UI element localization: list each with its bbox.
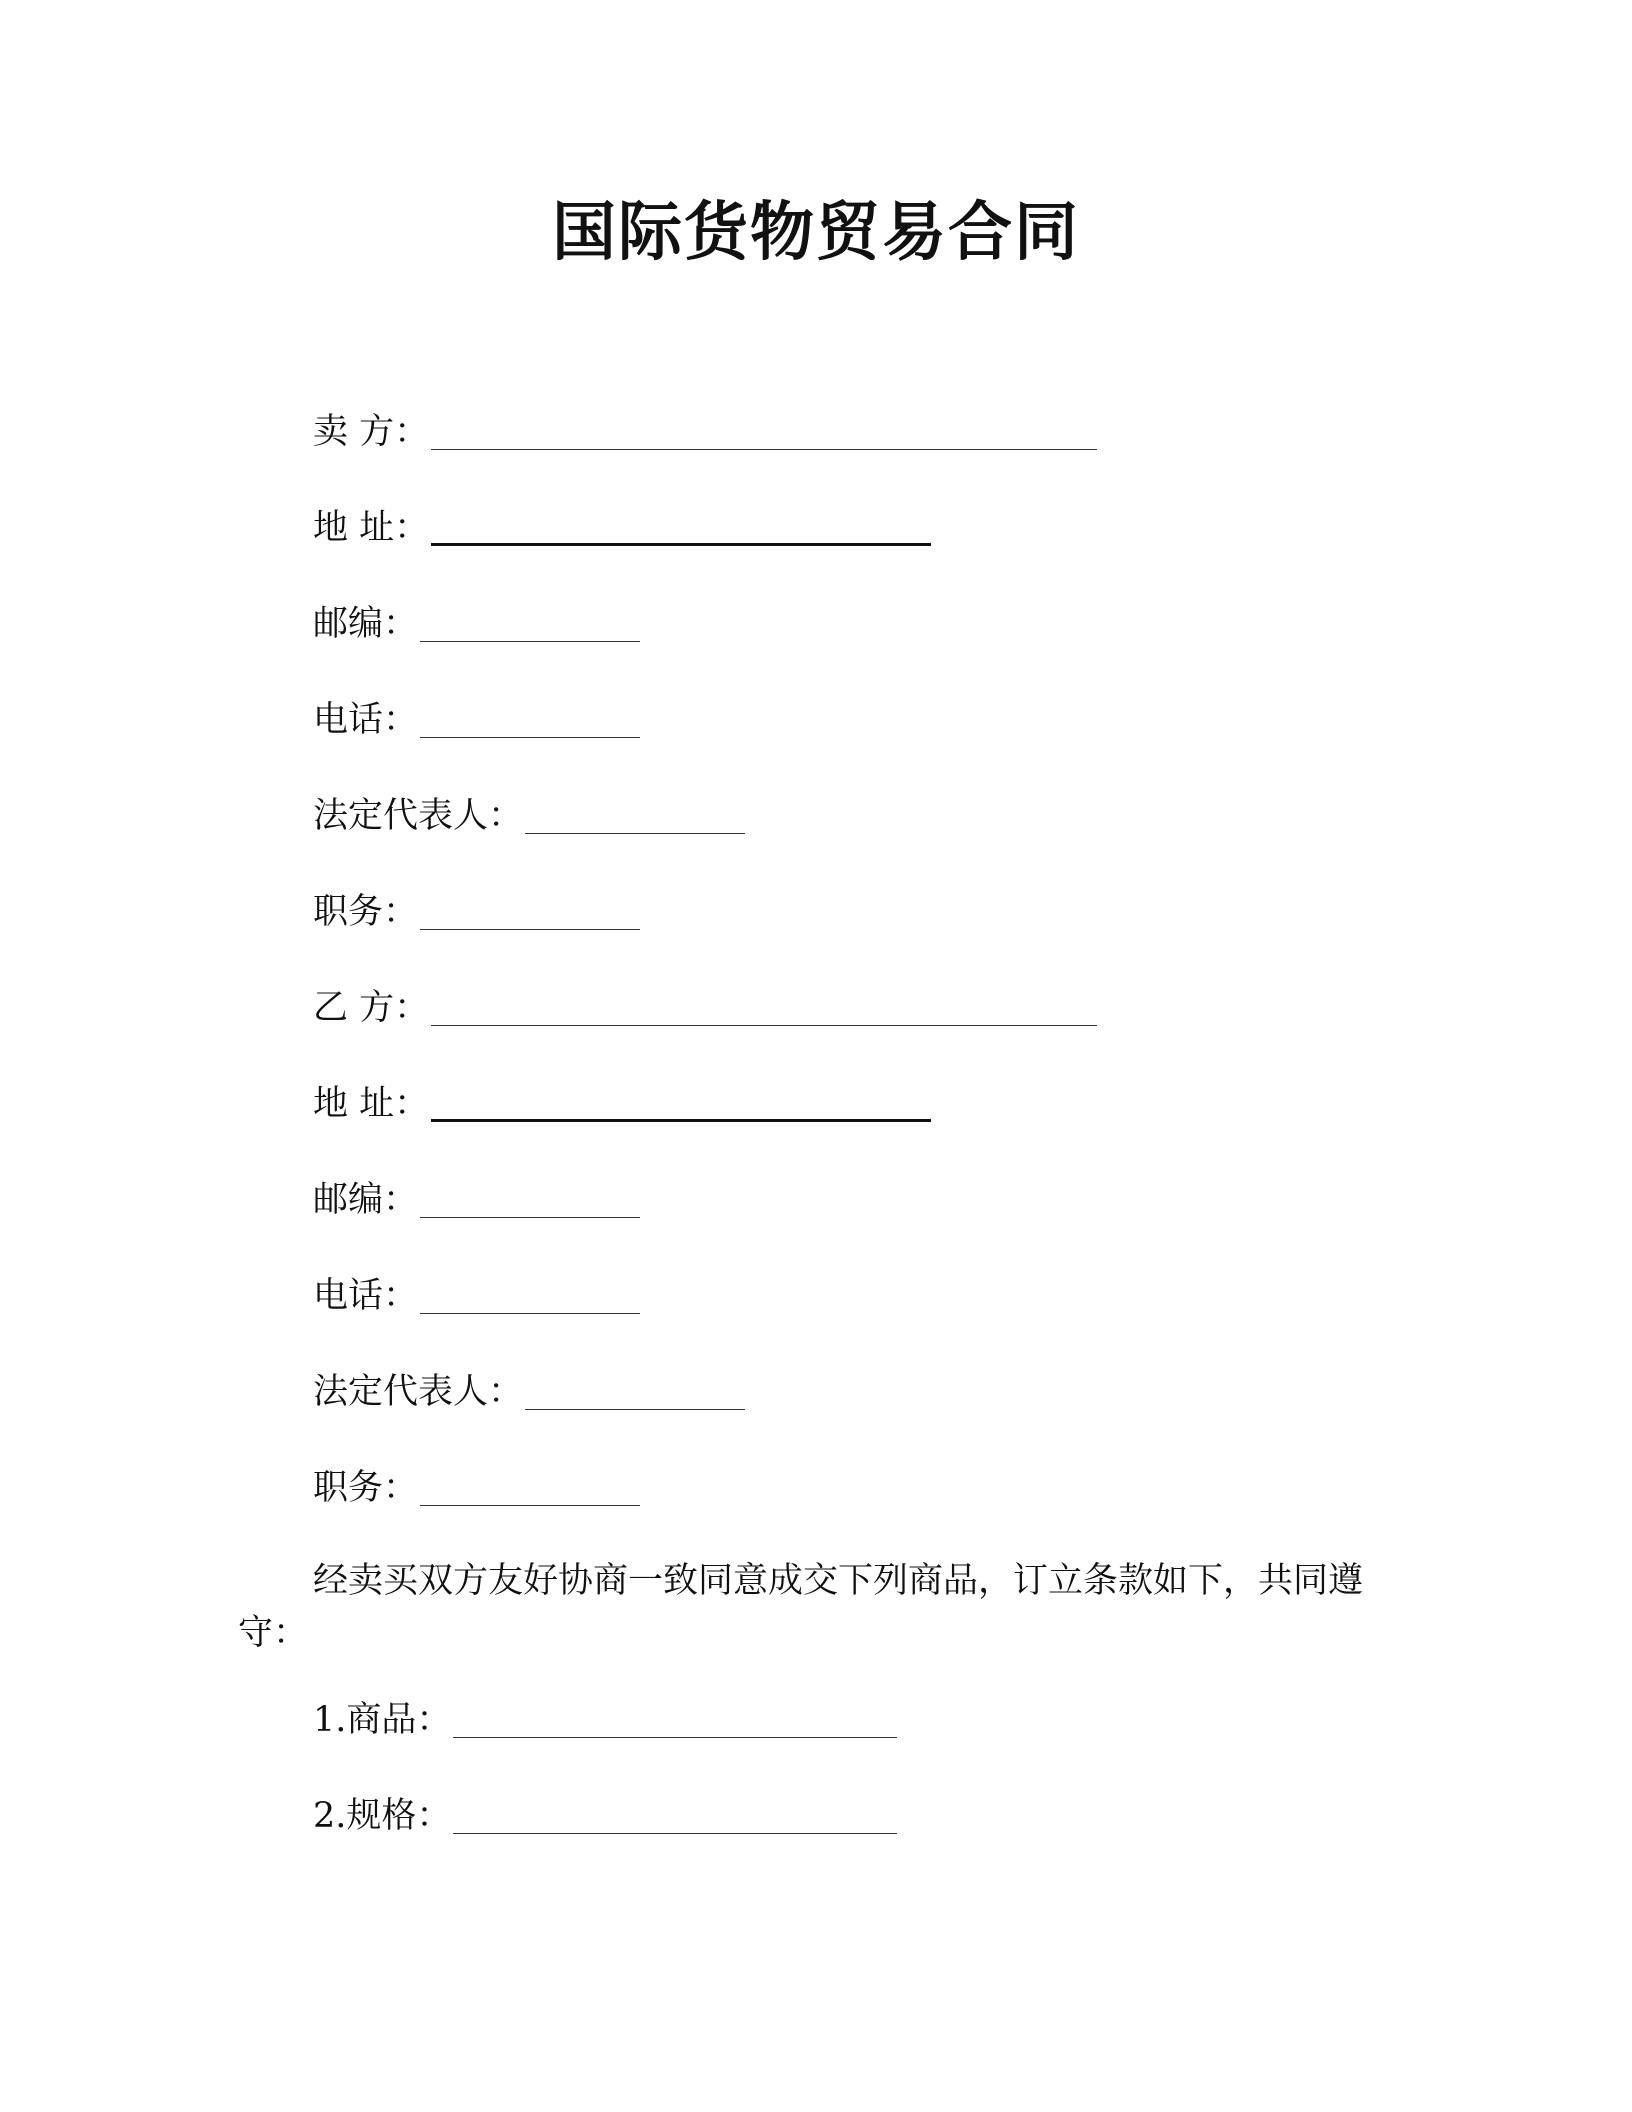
clause-spec-label: 2.规格： [313, 1796, 452, 1836]
seller-address-field [313, 498, 931, 550]
buyer-phone-label: 电话： [313, 1276, 419, 1316]
seller-position-blank[interactable] [420, 929, 640, 930]
seller-legal-rep-label: 法定代表人： [313, 796, 524, 836]
seller-phone-field [313, 690, 640, 742]
buyer-party-label: 乙 方： [313, 988, 430, 1028]
seller-phone-blank[interactable] [420, 737, 640, 738]
seller-postcode-label: 邮编： [313, 604, 419, 644]
seller-phone-label: 电话： [313, 700, 419, 740]
buyer-phone-blank[interactable] [420, 1313, 640, 1314]
seller-party-label: 卖 方： [313, 412, 430, 452]
document-title: 国际货物贸易合同 [552, 195, 1080, 270]
buyer-position-blank[interactable] [420, 1505, 640, 1506]
clause-goods-label: 1.商品： [313, 1700, 452, 1740]
seller-party-blank[interactable] [431, 449, 1097, 450]
buyer-address-blank[interactable] [431, 1119, 931, 1122]
seller-postcode-blank[interactable] [420, 641, 640, 642]
buyer-postcode-blank[interactable] [420, 1217, 640, 1218]
clause-spec-blank[interactable] [453, 1833, 897, 1834]
buyer-postcode-field [313, 1170, 640, 1222]
clause-goods-field [313, 1690, 897, 1742]
buyer-legal-rep-blank[interactable] [525, 1409, 745, 1410]
clause-goods-blank[interactable] [453, 1737, 897, 1738]
buyer-party-field [313, 978, 1097, 1030]
seller-address-label: 地 址： [313, 508, 430, 548]
buyer-address-field [313, 1074, 931, 1126]
buyer-phone-field [313, 1266, 640, 1318]
seller-position-label: 职务： [313, 892, 419, 932]
seller-position-field [313, 882, 640, 934]
buyer-party-blank[interactable] [431, 1025, 1097, 1026]
agreement-paragraph: 经卖买双方友好协商一致同意成交下列商品，订立条款如下，共同遵守： [238, 1561, 1364, 1653]
buyer-position-field [313, 1458, 640, 1510]
seller-legal-rep-blank[interactable] [525, 833, 745, 834]
seller-legal-rep-field [313, 786, 745, 838]
buyer-postcode-label: 邮编： [313, 1180, 419, 1220]
seller-address-blank[interactable] [431, 543, 931, 546]
seller-postcode-field [313, 594, 640, 646]
buyer-position-label: 职务： [313, 1468, 419, 1508]
buyer-legal-rep-label: 法定代表人： [313, 1372, 524, 1412]
buyer-legal-rep-field [313, 1362, 745, 1414]
clause-spec-field [313, 1786, 897, 1838]
buyer-address-label: 地 址： [313, 1084, 430, 1124]
seller-party-field [313, 402, 1097, 454]
